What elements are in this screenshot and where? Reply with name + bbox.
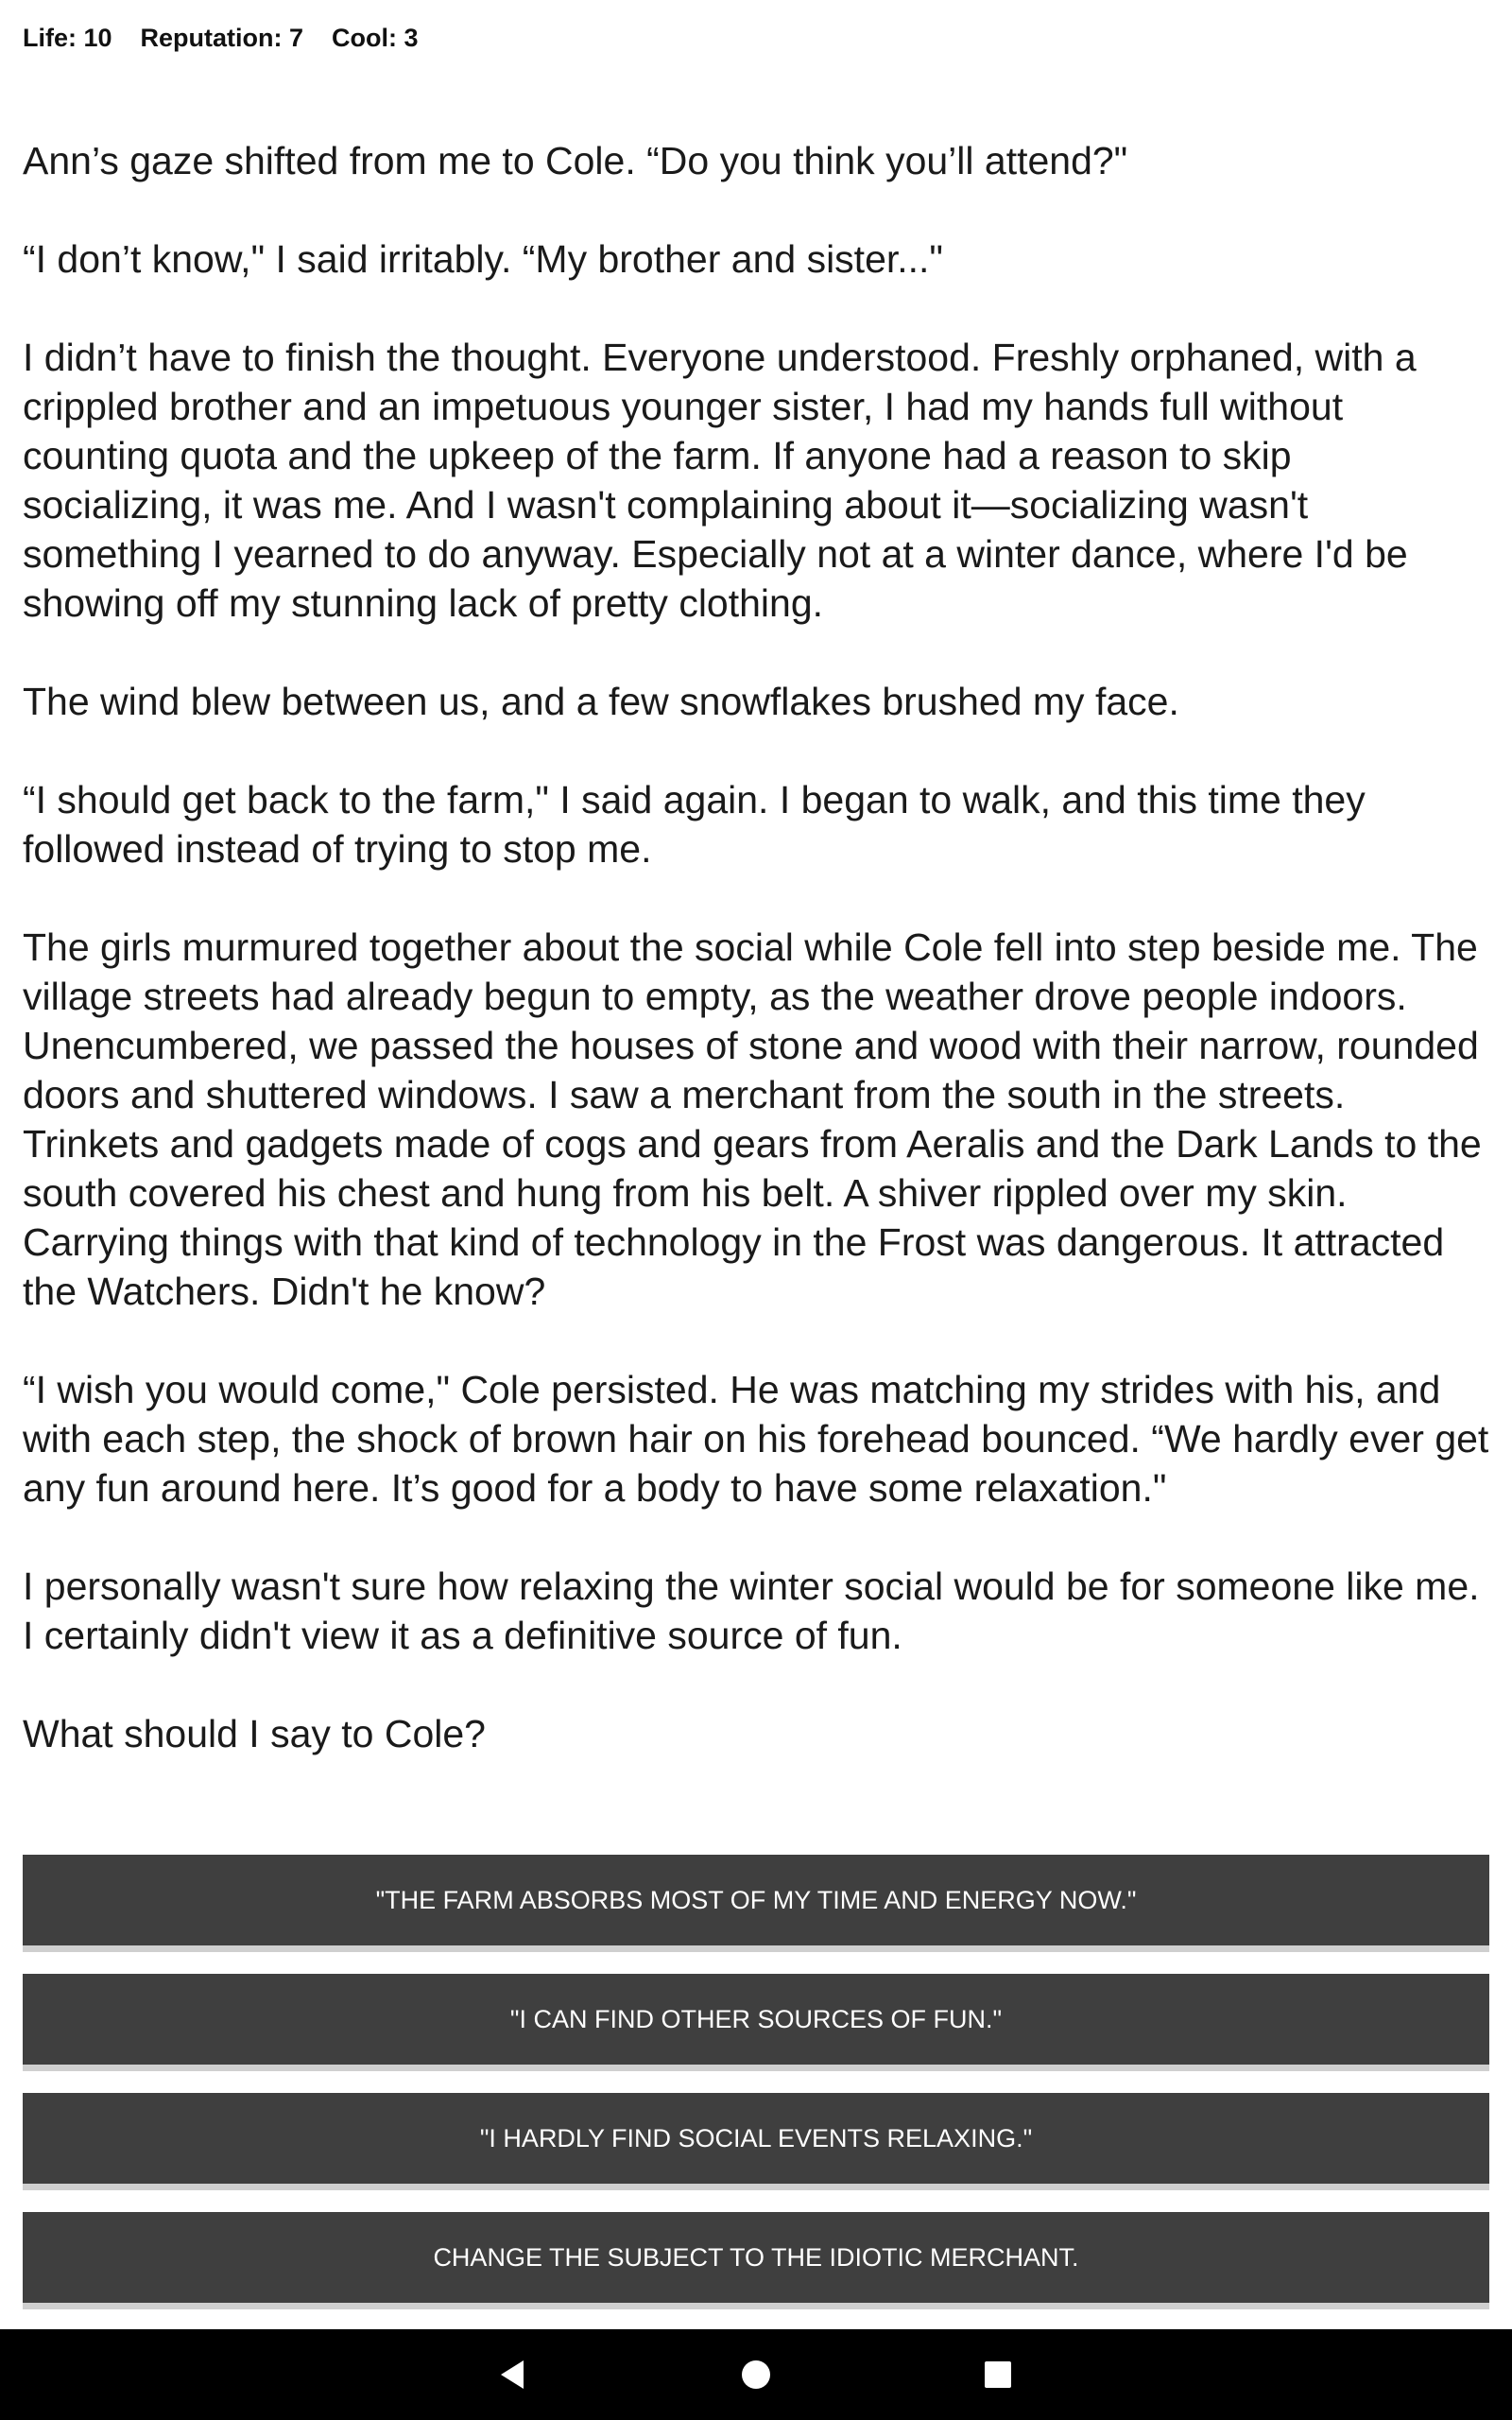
choice-button-social-events[interactable]: "I HARDLY FIND SOCIAL EVENTS RELAXING." bbox=[23, 2093, 1489, 2190]
story-text bbox=[23, 136, 1489, 1758]
story-paragraph: I personally wasn't sure how relaxing the winter social would be for someone like me. I certainly didn't view it as a definitive source of fun. bbox=[23, 1564, 1480, 1657]
choice-button-change-subject[interactable]: CHANGE THE SUBJECT TO THE IDIOTIC MERCHANT. bbox=[23, 2212, 1489, 2309]
recents-button[interactable] bbox=[953, 2329, 1043, 2420]
home-button[interactable] bbox=[711, 2329, 801, 2420]
choice-list bbox=[23, 1855, 1489, 2331]
android-navigation-bar bbox=[0, 2329, 1512, 2420]
story-paragraph: “I should get back to the farm," I said again. I began to walk, and this time they followed instead of trying to stop me. bbox=[23, 778, 1366, 871]
story-paragraph: The girls murmured together about the social while Cole fell into step beside me. The village streets had already begun to empty, as the weather drove people indoors. Unencumbered, we passed the houses of stone and wood with their narrow, rounded doors and shuttered windows. I saw a merchant from the south in the streets. Trinkets and gadgets made of cogs and gears from Aeralis and the Dark Lands to the south covered his chest and hung from his belt. A shiver rippled over my skin. Carrying things with that kind of technology in the Frost was dangerous. It attracted the Watchers. Didn't he know? bbox=[23, 925, 1482, 1313]
choice-button-farm[interactable]: "THE FARM ABSORBS MOST OF MY TIME AND ENERGY NOW." bbox=[23, 1855, 1489, 1952]
back-button[interactable] bbox=[469, 2329, 559, 2420]
stat-cool: Cool: 3 bbox=[332, 23, 419, 52]
story-paragraph: “I don’t know," I said irritably. “My brother and sister..." bbox=[23, 237, 943, 281]
stat-life: Life: 10 bbox=[23, 23, 112, 52]
story-paragraph: “I wish you would come," Cole persisted. He was matching my strides with his, and with each step, the shock of brown hair on his forehead bounced. “We hardly ever get any fun around here. It’s good for a body to have some relaxation." bbox=[23, 1368, 1489, 1510]
story-prompt: What should I say to Cole? bbox=[23, 1712, 486, 1755]
stat-reputation: Reputation: 7 bbox=[140, 23, 304, 52]
story-paragraph: The wind blew between us, and a few snowflakes brushed my face. bbox=[23, 680, 1179, 723]
story-paragraph: I didn’t have to finish the thought. Everyone understood. Freshly orphaned, with a crippled brother and an impetuous younger sister, I had my hands full without counting quota and the upkeep of the farm. If anyone had a reason to skip socializing, it was me. And I wasn't complaining about it—socializing wasn't something I yearned to do anyway. Especially not at a winter dance, where I'd be showing off my stunning lack of pretty clothing. bbox=[23, 336, 1417, 625]
recents-square-icon bbox=[979, 2356, 1017, 2394]
home-circle-icon bbox=[737, 2356, 775, 2394]
choice-button-other-fun[interactable]: "I CAN FIND OTHER SOURCES OF FUN." bbox=[23, 1974, 1489, 2071]
stats-bar bbox=[23, 21, 447, 55]
story-paragraph: Ann’s gaze shifted from me to Cole. “Do you think you’ll attend?" bbox=[23, 139, 1128, 182]
back-triangle-icon bbox=[495, 2356, 533, 2394]
